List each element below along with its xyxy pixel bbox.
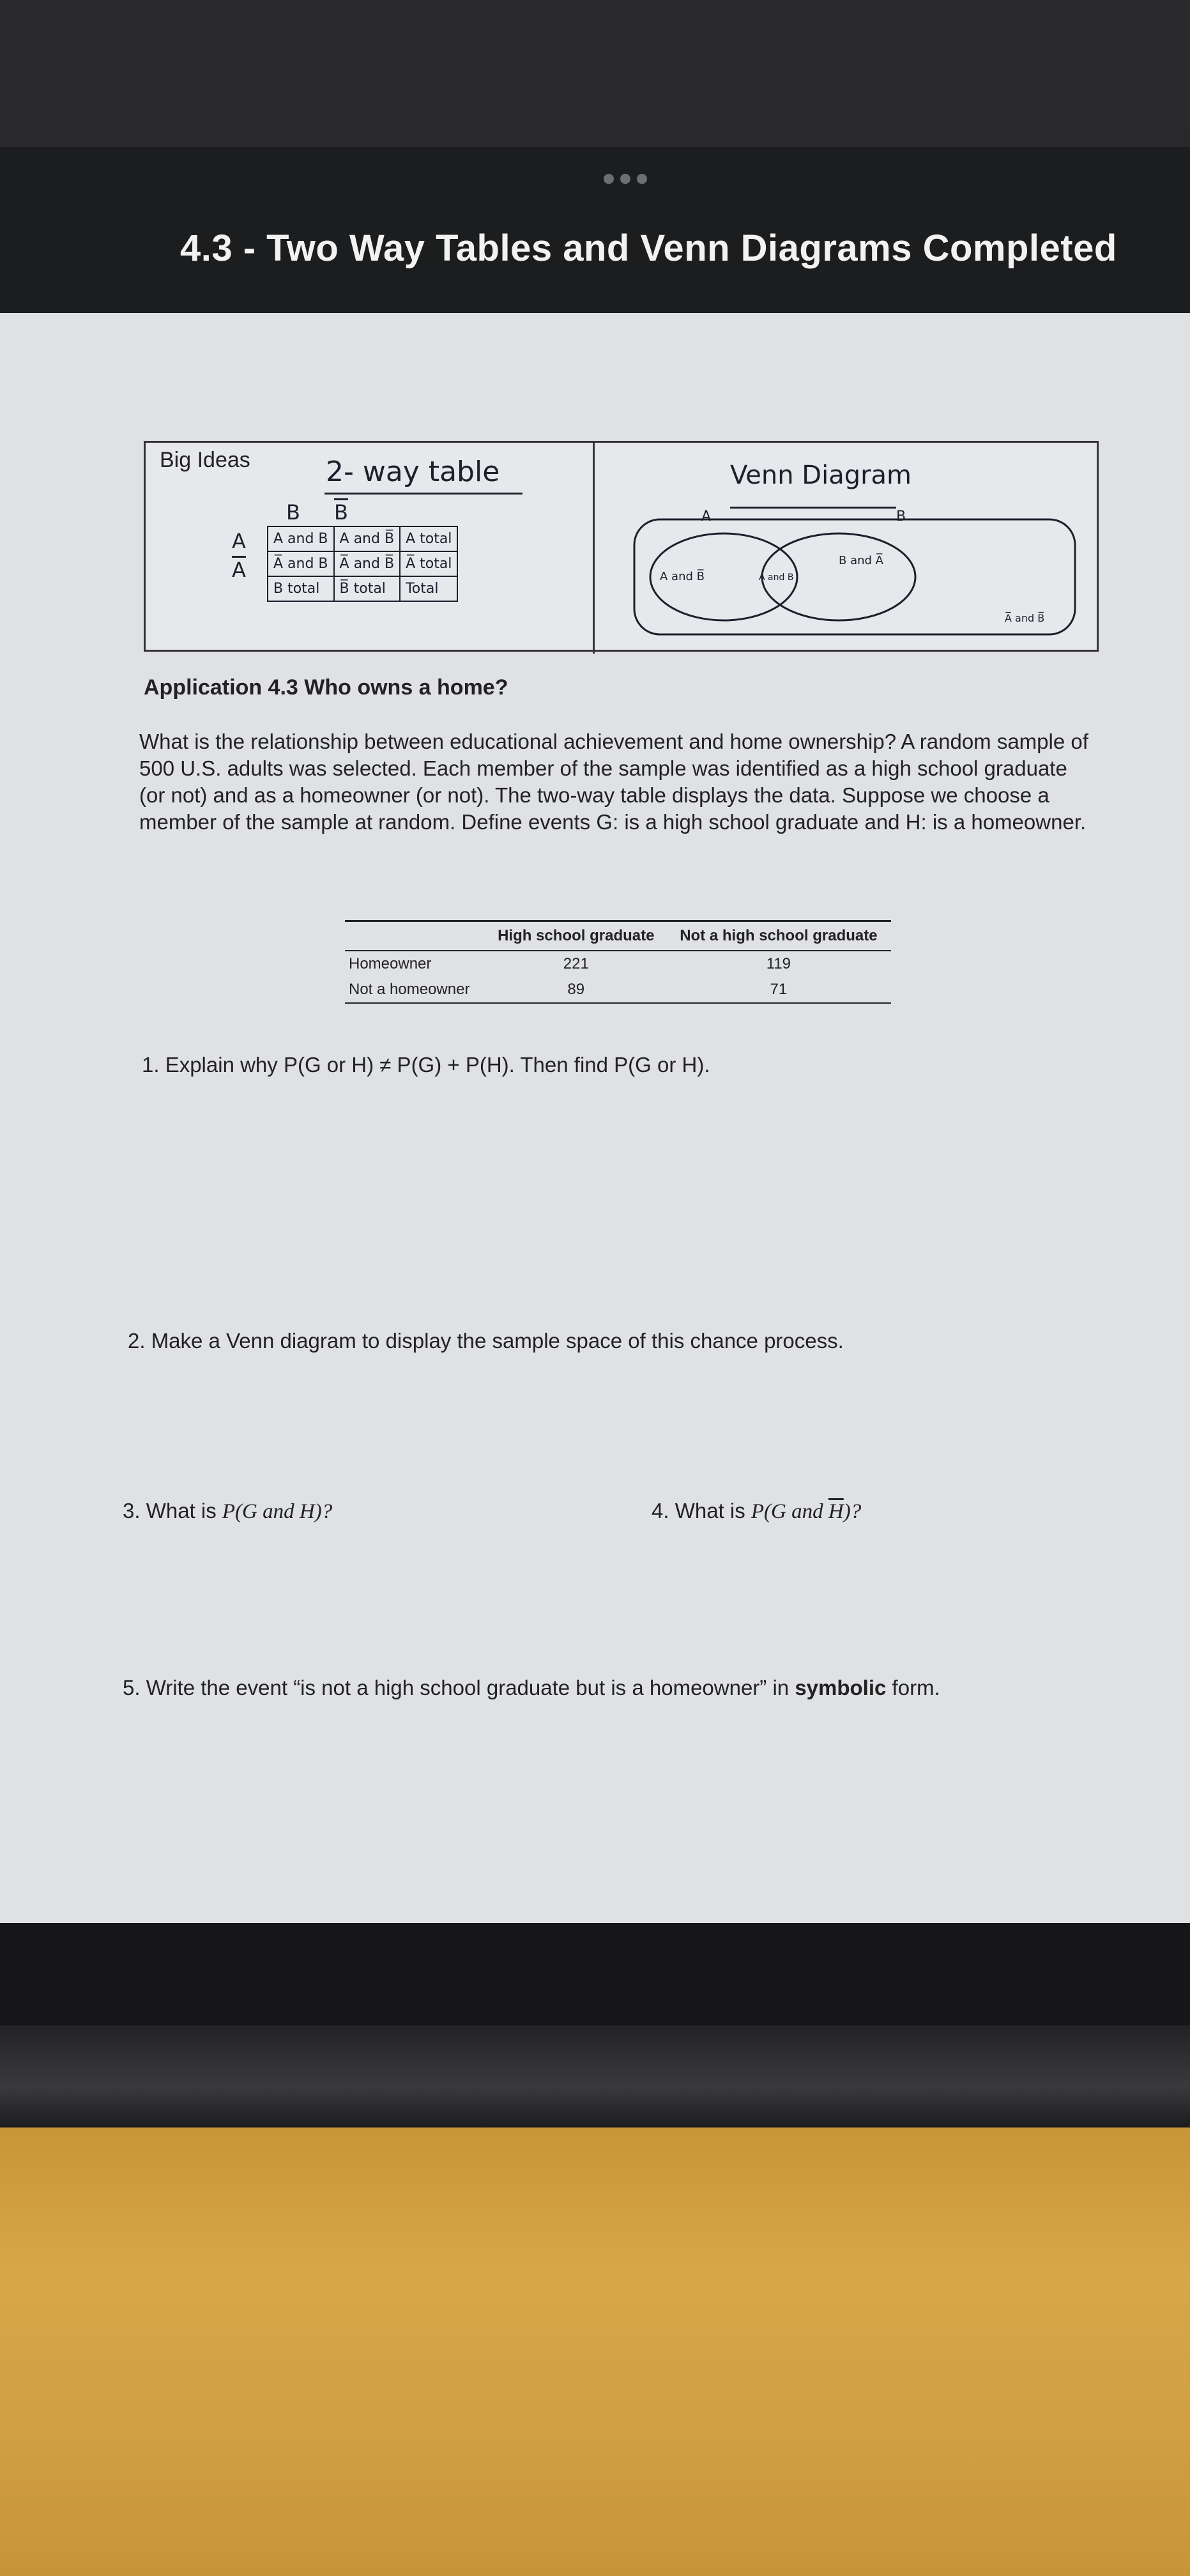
venn-diagram (628, 507, 1088, 644)
row-abar-label: $\overline{A}$ (232, 558, 246, 582)
table-cell: 71 (666, 977, 891, 1003)
row-a-label: A (232, 529, 246, 553)
question-2: 2. Make a Venn diagram to display the sample space of this chance process. (128, 1329, 844, 1353)
mini-cell: A and B̅ (334, 526, 400, 551)
more-options-icon[interactable] (604, 174, 661, 187)
table-row (345, 977, 891, 1003)
question-4-prefix: 4. What is (652, 1499, 751, 1522)
question-5-bold: symbolic (795, 1676, 887, 1699)
mini-cell: A and B (268, 526, 334, 551)
twoway-table-title: 2- way table (326, 456, 500, 488)
venn-diagram-title: Venn Diagram (730, 461, 912, 490)
question-1: 1. Explain why P(G or H) ≠ P(G) + P(H). Then find P(G or H). (142, 1053, 710, 1077)
mini-cell: A̅ and B (268, 551, 334, 576)
question-4-expression-a: P(G and (751, 1500, 828, 1523)
mini-cell: Total (400, 576, 457, 601)
venn-label-b: B (896, 509, 906, 525)
question-4 (652, 1499, 861, 1524)
venn-label-a-only: A and B̅ (660, 570, 705, 583)
application-intro: What is the relationship between educational achievement and home ownership? A random sample of 500 U.S. adults was selected. Each member of the sample was identified as a high school graduate (or not) and as a homeowner (or not). The two-way table displays the data. Suppose we choose a member of the sample at random. Define events G: is a high school graduate and H: is a homeowner. (139, 730, 1088, 834)
mini-row-total (268, 576, 457, 601)
tablet-edge (0, 2025, 1190, 2128)
application-heading: Application 4.3 Who owns a home? (144, 675, 508, 700)
big-ideas-divider (593, 443, 595, 654)
column-header: High school graduate (486, 921, 666, 951)
row-header: Not a homeowner (345, 977, 486, 1003)
mini-cell: A total (400, 526, 457, 551)
row-header: Homeowner (349, 955, 432, 972)
venn-label-both: A and B (759, 572, 794, 583)
table-cell: 119 (766, 955, 791, 972)
mini-row-a (268, 526, 457, 551)
venn-label-a: A (701, 509, 712, 525)
mini-twoway-table (267, 526, 458, 602)
data-table (345, 920, 891, 1004)
twoway-underline (324, 493, 523, 494)
col-bbar-label: $\overline{B}$ (334, 500, 348, 525)
question-4-expression-hbar: $\overline{H}$ (828, 1500, 844, 1523)
question-5-text-a: 5. Write the event “is not a high school graduate but is a homeowner” in (123, 1676, 795, 1699)
question-3-prefix: 3. What is (123, 1499, 222, 1522)
mini-row-abar (268, 551, 457, 576)
data-table-header-row (345, 921, 891, 951)
mini-cell: A̅ total (400, 551, 457, 576)
venn-label-neither: A̅ and B̅ (1005, 612, 1045, 624)
column-header: Not a high school graduate (666, 921, 891, 951)
question-4-expression-b: )? (843, 1500, 862, 1523)
question-5-text-c: form. (886, 1676, 940, 1699)
table-cell: 221 (563, 955, 589, 972)
table-row (345, 951, 891, 977)
big-ideas-label: Big Ideas (160, 448, 250, 472)
page-title: 4.3 - Two Way Tables and Venn Diagrams Completed (180, 227, 1117, 269)
venn-label-b-only: B and A̅ (839, 554, 883, 567)
col-b-label: B (286, 500, 300, 525)
mini-cell: B̅ total (334, 576, 400, 601)
screen-bottom-bezel (0, 1923, 1190, 2025)
mini-cell: B total (268, 576, 334, 601)
question-3 (123, 1499, 332, 1524)
column-header (345, 921, 486, 951)
big-ideas-box (144, 441, 1099, 652)
desk-surface (0, 2115, 1190, 2576)
question-5 (123, 1676, 940, 1700)
question-3-expression: P(G and H)? (222, 1500, 333, 1523)
mini-cell: A̅ and B̅ (334, 551, 400, 576)
table-cell: 89 (486, 977, 666, 1003)
